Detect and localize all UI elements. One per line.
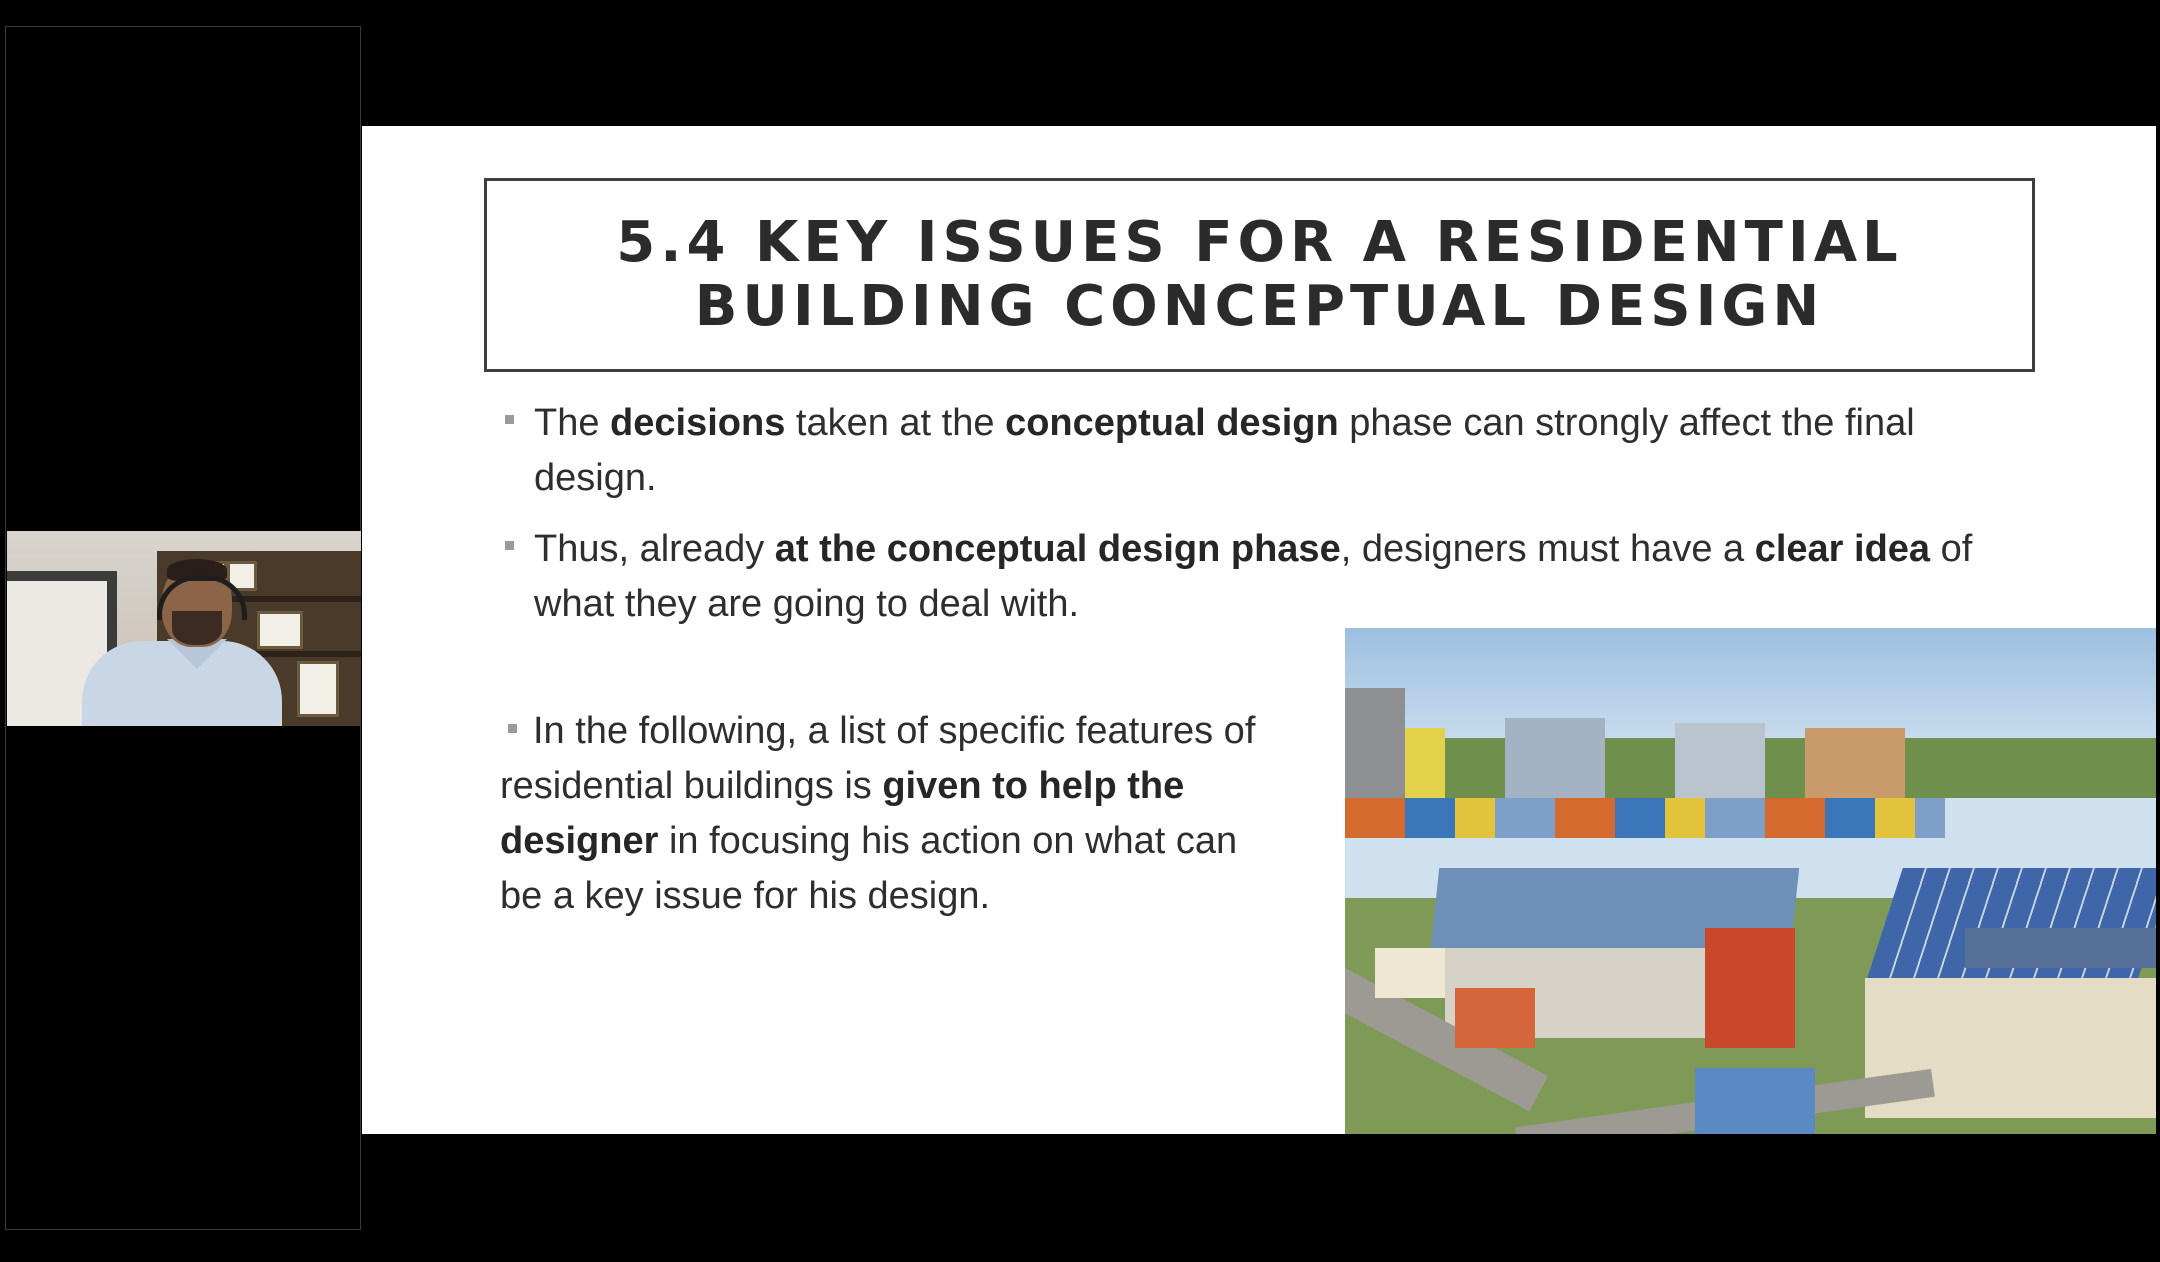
bold-text: conceptual design <box>1005 402 1339 444</box>
participant-video[interactable] <box>7 531 361 726</box>
bullet-marker-icon <box>505 415 514 424</box>
text: in focusing his action on what can be a key issue for his design. <box>500 820 1238 917</box>
presentation-slide <box>362 126 2156 1134</box>
bold-text: given to help the designer <box>500 765 1185 862</box>
bold-text: decisions <box>610 402 786 444</box>
slide-title: 5.4 KEY ISSUES FOR A RESIDENTIAL BUILDING CONCEPTUAL DESIGN <box>616 210 1903 339</box>
residential-buildings-photo <box>1345 628 2156 1134</box>
bold-text: at the conceptual design phase <box>774 528 1341 570</box>
bullet-item-1 <box>534 396 2034 506</box>
slide-title-box <box>484 178 2035 372</box>
text: taken at the <box>785 402 1006 444</box>
bullet-item-3 <box>500 704 1260 924</box>
bold-text: clear idea <box>1754 528 1931 570</box>
bullet-marker-icon <box>505 541 514 550</box>
bullet-marker-icon <box>508 724 517 733</box>
text: The <box>534 402 611 444</box>
bullet-item-2 <box>534 522 2034 632</box>
text: phase can strongly affect the final design. <box>534 402 1915 499</box>
text: Thus, already <box>534 528 775 570</box>
text: of what they are going to deal with. <box>534 528 1973 625</box>
text: In the following, a list of specific features of residential buildings is <box>500 710 1256 807</box>
text: , designers must have a <box>1340 528 1755 570</box>
